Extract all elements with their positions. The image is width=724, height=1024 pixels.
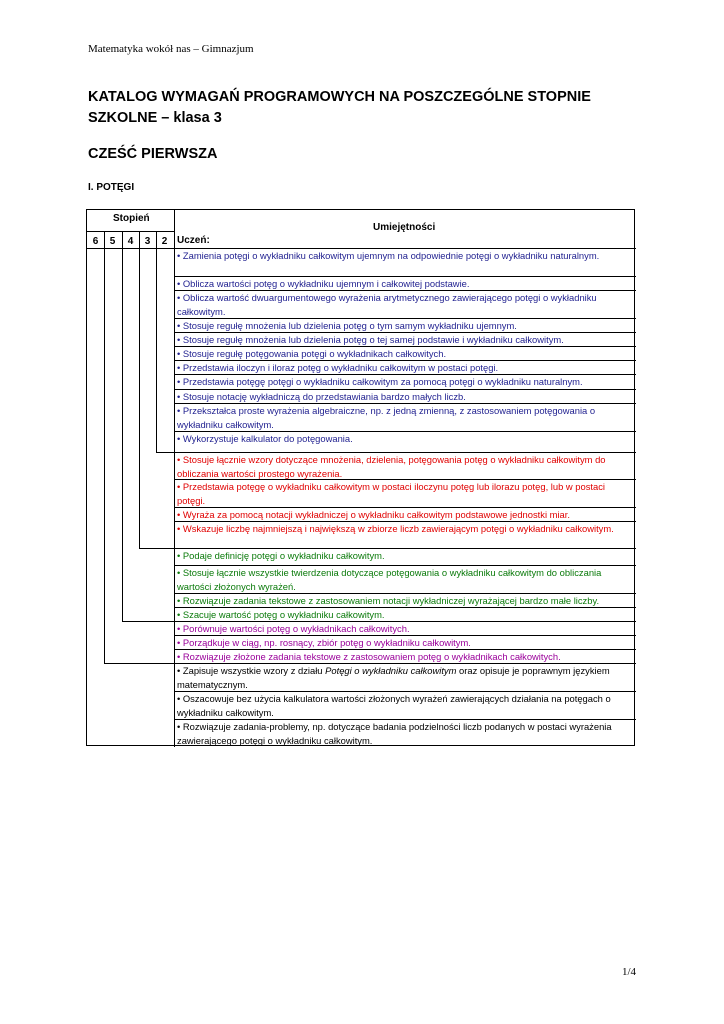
page-number: 1/4 xyxy=(622,966,637,978)
requirement-text-part: oraz opisuje je poprawnym językiem matematycznym. xyxy=(177,665,610,690)
requirement-row: • Przekształca proste wyrażenia algebraiczne, np. z jedną zmienną, z zastosowaniem potęgowania o wykładniku całkowitym. xyxy=(177,405,596,430)
requirement-row: • Stosuje regułę mnożenia lub dzielenia potęg o tym samym wykładniku ujemnym. xyxy=(177,320,517,331)
requirement-row: • Stosuje notację wykładniczą do przedstawiania bardzo małych liczb. xyxy=(177,391,466,402)
requirements-table xyxy=(86,209,635,746)
section-title: CZEŚĆ PIERWSZA xyxy=(88,146,218,162)
requirement-row: • Wskazuje liczbę najmniejszą i największą w zbiorze liczb zawierającym potęgi o wykładniku całkowitym. xyxy=(177,523,614,534)
requirement-row: • Stosuje regułę potęgowania potęgi o wykładnikach całkowitych. xyxy=(177,348,447,359)
requirement-row: • Stosuje regułę mnożenia lub dzielenia potęg o tej samej podstawie i wykładniku całkowitym. xyxy=(177,334,564,345)
requirement-row xyxy=(177,664,633,691)
grade-2: 2 xyxy=(161,236,168,247)
requirement-row: • Zamienia potęgi o wykładniku całkowitym ujemnym na odpowiednie potęgi o wykładniku naturalnym. xyxy=(177,250,600,261)
requirement-text-part: • Zapisuje wszystkie wzory z działu xyxy=(177,665,326,676)
requirement-row: • Oszacowuje bez użycia kalkulatora wartości złożonych wyrażeń zawierających działania na potęgach o wykładniku całkowitym. xyxy=(177,693,611,718)
requirement-text-italic: Potęgi o wykładniku całkowitym xyxy=(325,665,457,676)
document-title: KATALOG WYMAGAŃ PROGRAMOWYCH NA POSZCZEGÓLNE STOPNIE SZKOLNE – klasa 3 xyxy=(88,89,591,126)
requirement-row: • Przedstawia potęgę o wykładniku całkowitym w postaci iloczynu potęg lub ilorazu potęg, lub w postaci potęgi. xyxy=(177,481,605,506)
uczen-label: Uczeń: xyxy=(177,235,210,246)
requirement-row: • Szacuje wartość potęg o wykładniku całkowitym. xyxy=(177,609,385,620)
requirement-row: • Rozwiązuje zadania tekstowe z zastosowaniem notacji wykładniczej wyrażającej bardzo małe liczby. xyxy=(177,595,600,606)
requirement-row: • Podaje definicję potęgi o wykładniku całkowitym. xyxy=(177,550,385,561)
subsection-title: I. POTĘGI xyxy=(88,182,135,193)
umiejetnosci-label: Umiejętności xyxy=(373,222,436,233)
requirement-row: • Oblicza wartość dwuargumentowego wyrażenia arytmetycznego zawierającego potęgi o wykładniku całkowitym. xyxy=(177,292,597,317)
requirement-row: • Przedstawia potęgę potęgi o wykładniku całkowitym za pomocą potęgi o wykładniku naturalnym. xyxy=(177,376,583,387)
stopien-label: Stopień xyxy=(113,213,150,224)
requirement-row: • Rozwiązuje zadania-problemy, np. dotyczące badania podzielności liczb podanych w postaci wyrażenia zawierającego potęgi o wykładniku całkowitym. xyxy=(177,721,612,746)
grade-3: 3 xyxy=(144,236,151,247)
requirement-row: • Rozwiązuje złożone zadania tekstowe z zastosowaniem potęg o wykładnikach całkowitych. xyxy=(177,651,561,662)
grade-4: 4 xyxy=(127,236,134,247)
requirement-row: • Oblicza wartości potęg o wykładniku ujemnym i całkowitej podstawie. xyxy=(177,278,470,289)
requirement-row: • Stosuje łącznie wszystkie twierdzenia dotyczące potęgowania o wykładniku całkowitym do obliczania wartości złożonych wyrażeń. xyxy=(177,567,602,592)
grade-5: 5 xyxy=(109,236,116,247)
requirement-row: • Stosuje łącznie wzory dotyczące mnożenia, dzielenia, potęgowania potęg o wykładniku całkowitym do obliczania wartości prostego wyrażenia. xyxy=(177,454,606,479)
requirement-row: • Wyraża za pomocą notacji wykładniczej o wykładniku całkowitym podstawowe jednostki miar. xyxy=(177,509,570,520)
requirement-row: • Przedstawia iloczyn i iloraz potęg o wykładniku całkowitym w postaci potęgi. xyxy=(177,362,499,373)
requirement-row: • Porównuje wartości potęg o wykładnikach całkowitych. xyxy=(177,623,410,634)
requirement-row: • Wykorzystuje kalkulator do potęgowania. xyxy=(177,433,353,444)
requirement-row: • Porządkuje w ciąg, np. rosnący, zbiór potęg o wykładniku całkowitym. xyxy=(177,637,471,648)
page-header: Matematyka wokół nas – Gimnazjum xyxy=(88,43,254,55)
grade-6: 6 xyxy=(92,236,99,247)
